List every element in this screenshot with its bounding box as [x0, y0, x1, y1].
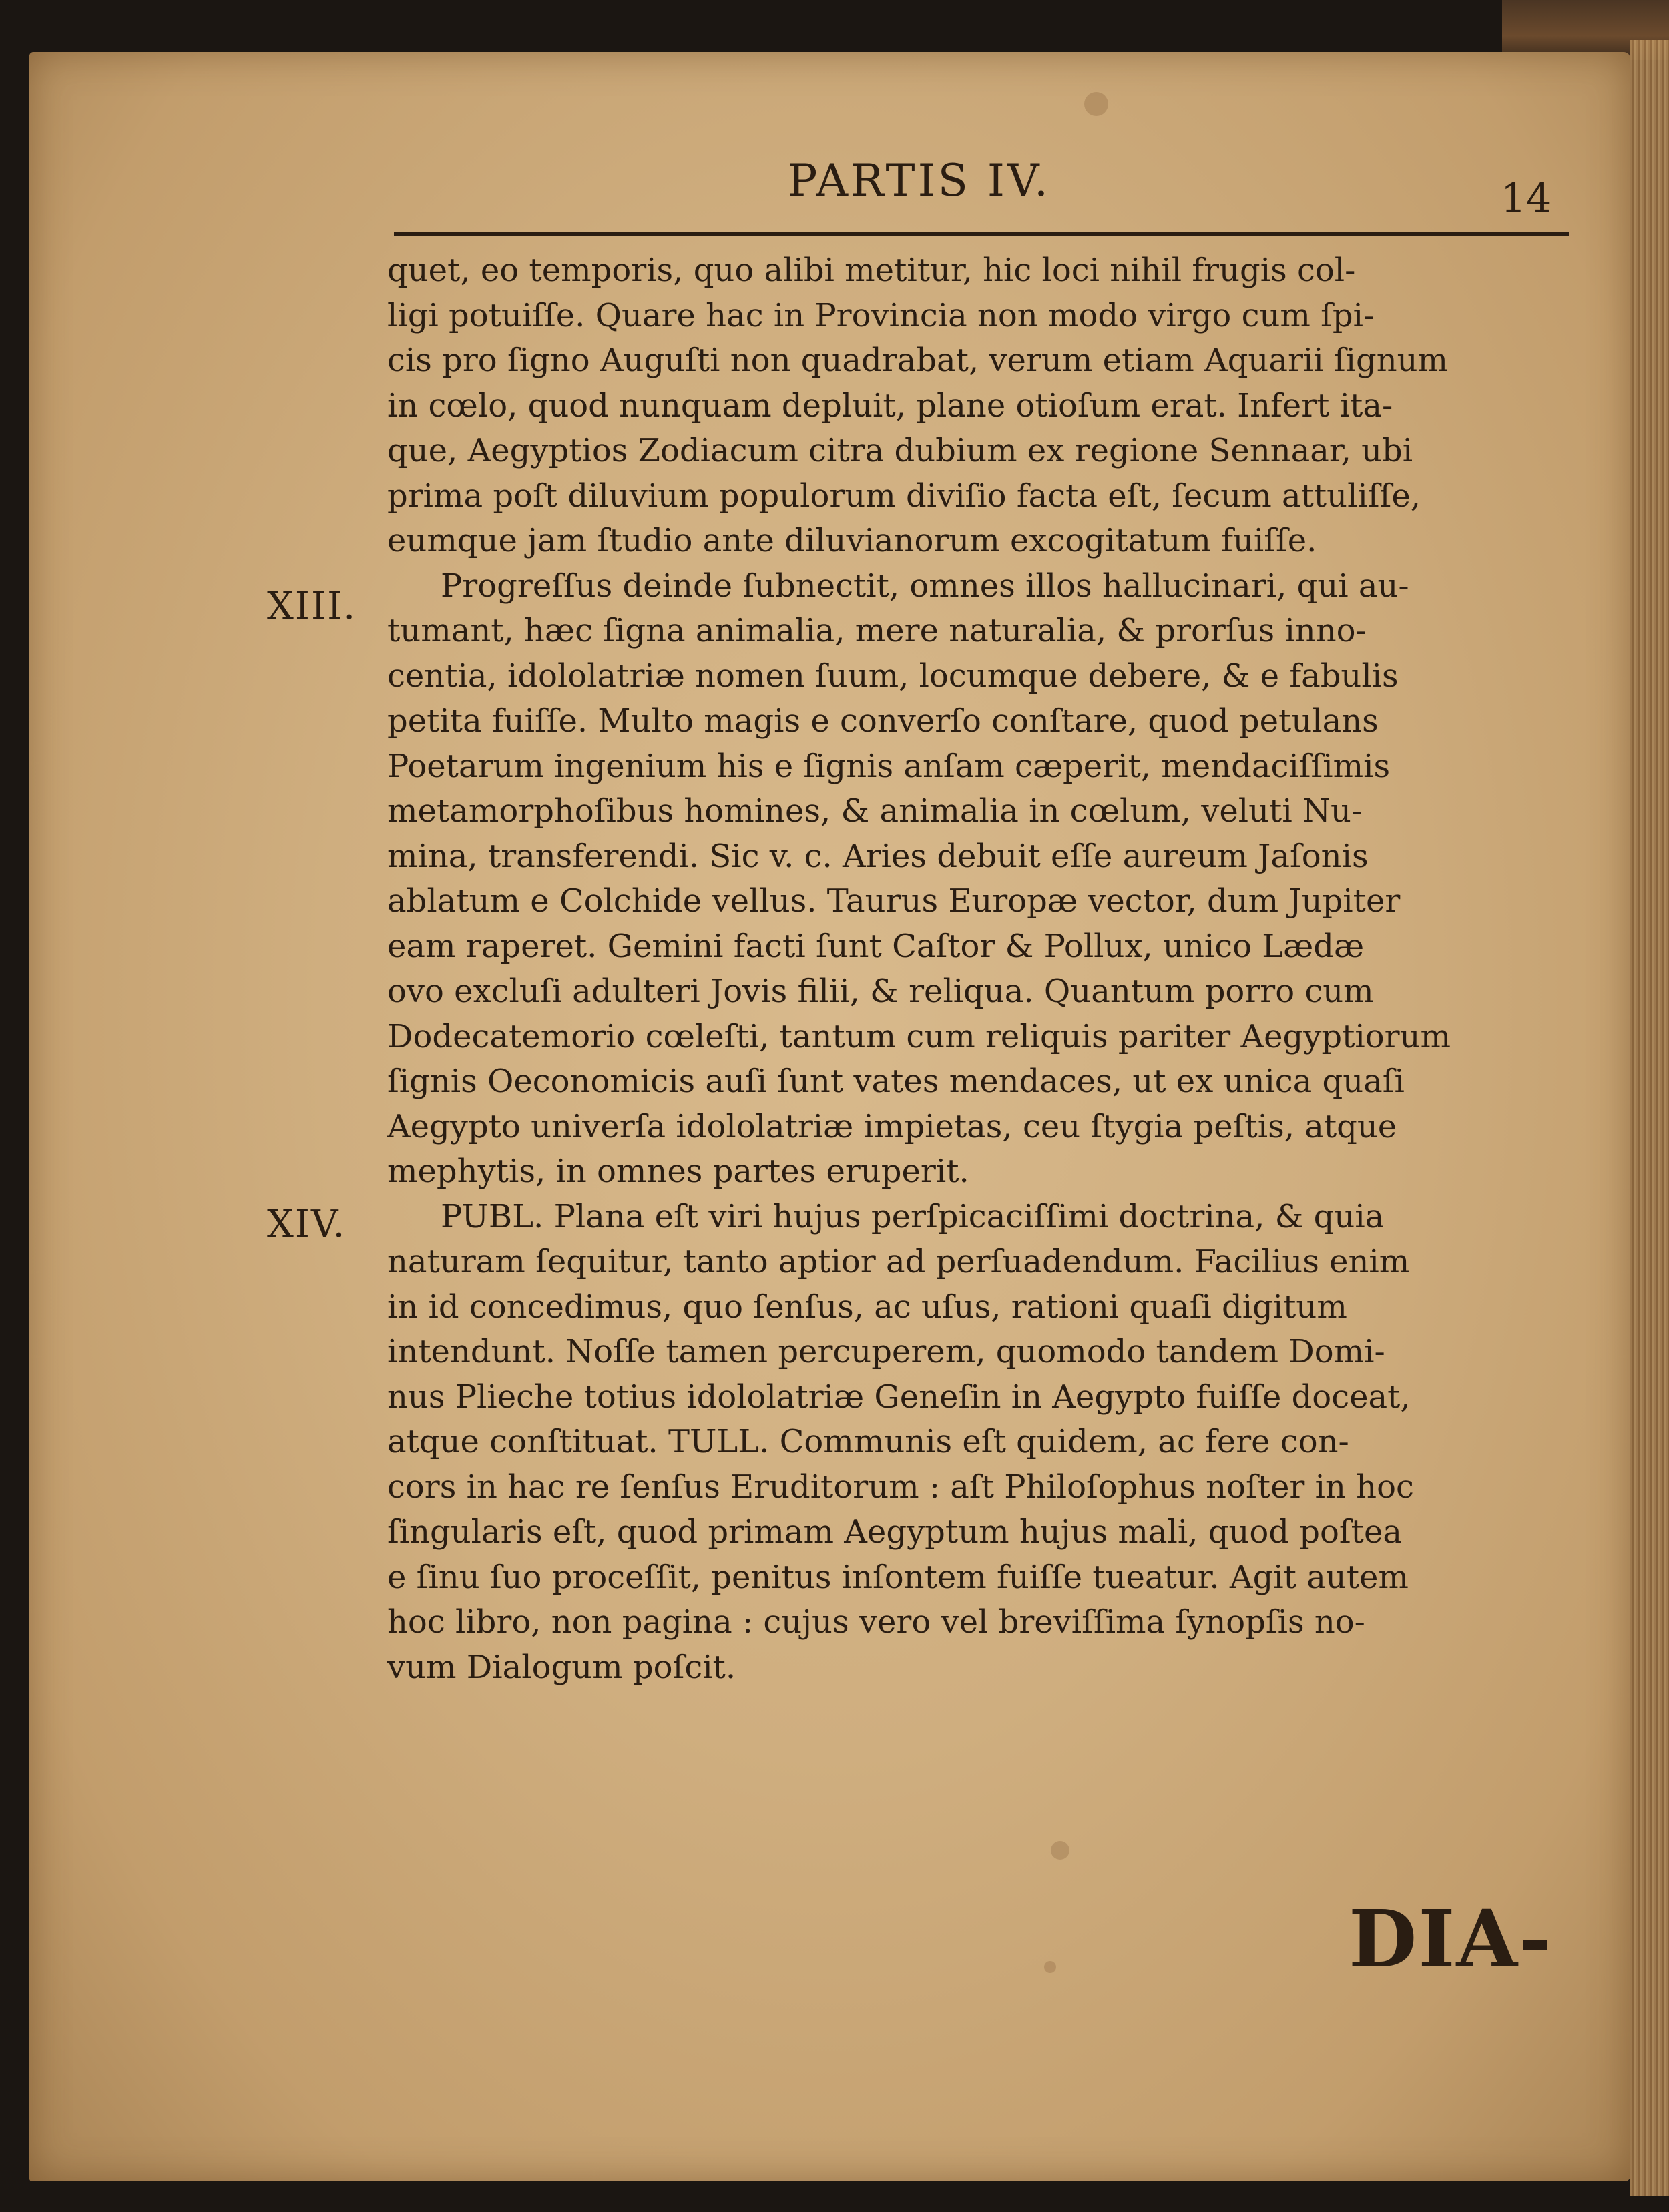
text-line: nus Plieche totius idololatriæ Geneſin in Aegypto fuiſſe doceat,	[387, 1378, 1411, 1416]
text-line: atque conſtituat. TULL. Communis eſt quidem, ac fere con-	[387, 1423, 1349, 1460]
body-text	[387, 248, 1562, 1690]
text-line: in cœlo, quod nunquam depluit, plane otioſum erat. Infert ita-	[387, 386, 1393, 425]
text-line: Aegypto univerſa idololatriæ impietas, ceu ſtygia peſtis, atque	[387, 1107, 1397, 1145]
text-line: cors in hac re ſenſus Eruditorum : aſt Philoſophus noſter in hoc	[387, 1468, 1414, 1506]
text-line: quet, eo temporis, quo alibi metitur, hic loci nihil frugis col-	[387, 252, 1356, 289]
text-line: naturam ſequitur, tanto aptior ad perſuadendum. Facilius enim	[387, 1243, 1410, 1280]
page-edges	[1630, 40, 1669, 2196]
text-line: ovo excluſi adulteri Jovis filii, & reliqua. Quantum porro cum	[387, 973, 1374, 1010]
text-line: PUBL. Plana eſt viri hujus perſpicaciſſimi doctrina, & quia	[441, 1197, 1385, 1235]
header-rule	[394, 232, 1569, 236]
text-line: cis pro ſigno Auguſti non quadrabat, verum etiam Aquarii ſignum	[387, 342, 1449, 379]
text-line: que, Aegyptios Zodiacum citra dubium ex regione Sennaar, ubi	[387, 432, 1413, 469]
page-number: 14	[1501, 175, 1552, 222]
text-line: ligi potuiſſe. Quare hac in Provincia non modo virgo cum ſpi-	[387, 296, 1375, 334]
text-line: ſignis Oeconomicis auſi ſunt vates mendaces, ut ex unica quaſi	[387, 1063, 1405, 1100]
text-line: petita fuiſſe. Multo magis e converſo conſtare, quod petulans	[387, 702, 1379, 740]
text-line: e ſinu ſuo proceſſit, penitus inſontem fuiſſe tueatur. Agit autem	[387, 1558, 1409, 1596]
text-line: vum Dialogum poſcit.	[387, 1648, 736, 1686]
catchword: DIA-	[1349, 1892, 1554, 1985]
text-line: ablatum e Colchide vellus. Taurus Europæ vector, dum Jupiter	[387, 882, 1401, 920]
text-line: Progreſſus deinde ſubnectit, omnes illos hallucinari, qui au-	[441, 567, 1409, 605]
section-marker-xiv: XIV.	[267, 1203, 346, 1246]
text-line: mina, transferendi. Sic v. c. Aries debuit eſſe aureum Jaſonis	[387, 837, 1369, 875]
text-line: in id concedimus, quo ſenſus, ac uſus, rationi quaſi digitum	[387, 1288, 1347, 1326]
text-line: Dodecatemorio cœleſti, tantum cum reliquis pariter Aegyptiorum	[387, 1017, 1451, 1055]
text-line: intendunt. Noſſe tamen percuperem, quomodo tandem Domi-	[387, 1333, 1385, 1370]
text-line: prima poſt diluvium populorum diviſio facta eſt, ſecum attuliſſe,	[387, 477, 1421, 515]
running-title: PARTIS IV.	[788, 155, 1051, 206]
text-line: eam raperet. Gemini facti ſunt Caſtor & Pollux, unico Lædæ	[387, 927, 1365, 965]
section-marker-xiii: XIII.	[267, 585, 357, 628]
text-line: centia, idololatriæ nomen ſuum, locumque debere, & e fabulis	[387, 657, 1399, 695]
text-line: Poetarum ingenium his e ſignis anſam cæperit, mendaciſſimis	[387, 747, 1391, 785]
stain-spot	[1084, 92, 1108, 116]
text-line: mephytis, in omnes partes eruperit.	[387, 1153, 969, 1190]
text-line: tumant, hæc ſigna animalia, mere naturalia, & prorſus inno-	[387, 612, 1367, 649]
stain-spot	[1044, 1961, 1056, 1973]
text-line: ſingularis eſt, quod primam Aegyptum hujus mali, quod poſtea	[387, 1513, 1402, 1551]
stain-spot	[1051, 1841, 1069, 1860]
text-line: eumque jam ſtudio ante diluvianorum excogitatum fuiſſe.	[387, 522, 1317, 559]
text-line: metamorphoſibus homines, & animalia in cœlum, veluti Nu-	[387, 792, 1363, 830]
text-line: hoc libro, non pagina : cujus vero vel breviſſima ſynopſis no-	[387, 1603, 1365, 1641]
